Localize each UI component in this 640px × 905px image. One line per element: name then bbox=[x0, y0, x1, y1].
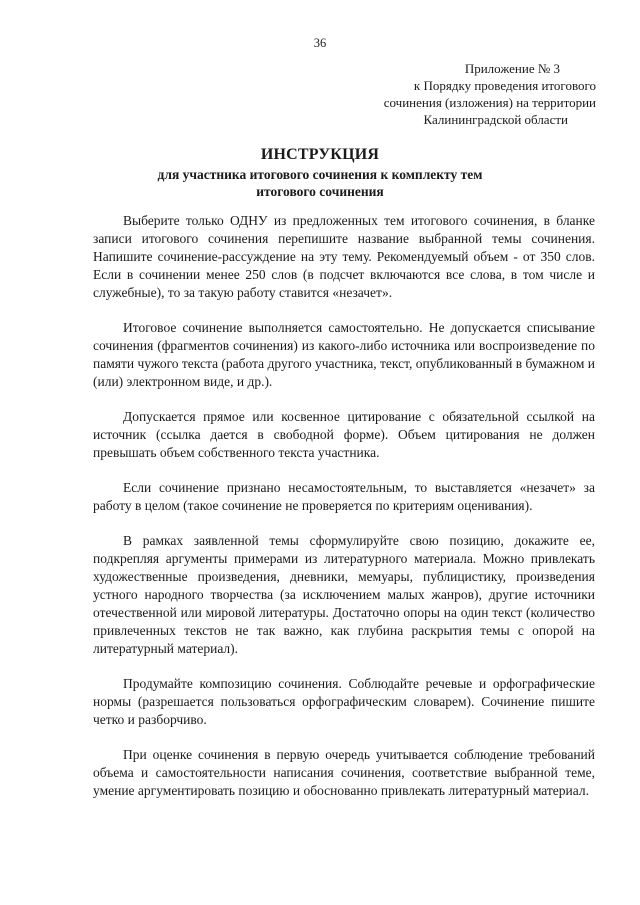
page-number: 36 bbox=[313, 36, 327, 50]
paragraph: Допускается прямое или косвенное цитирование с обязательной ссылкой на источник (ссылка дается в свободной форме). Объем цитирования не должен превышать объем собственного текста участника. bbox=[93, 409, 595, 460]
subtitle-line: итогового сочинения bbox=[256, 184, 384, 199]
paragraph: В рамках заявленной темы сформулируйте свою позицию, докажите ее, подкрепляя аргументы примерами из литературного материала. Можно привлекать художественные произведения, дневники, мемуары, публицистику, произведения устного народного творчества (за исключением малых жанров), другие источники отечественной или мировой литературы. Достаточно опоры на один текст (количество привлеченных текстов не так важно, как глубина раскрытия темы с опорой на литературный материал). bbox=[93, 533, 595, 656]
instruction-body bbox=[93, 212, 595, 817]
subtitle-line: для участника итогового сочинения к комплекту тем bbox=[157, 167, 483, 182]
appendix-line: Калининградской области bbox=[423, 112, 568, 127]
appendix-line: сочинения (изложения) на территории bbox=[383, 95, 596, 110]
appendix-line: к Порядку проведения итогового bbox=[413, 78, 596, 93]
document-title: ИНСТРУКЦИЯ bbox=[260, 146, 380, 163]
paragraph: Если сочинение признано несамостоятельным, то выставляется «незачет» за работу в целом (такое сочинение не проверяется по критериям оценивания). bbox=[93, 480, 595, 513]
paragraph: При оценке сочинения в первую очередь учитывается соблюдение требований объема и самостоятельности написания сочинения, соответствие выбранной теме, умение аргументировать позицию и обоснованно привлекать литературный материал. bbox=[93, 747, 595, 798]
document-subtitle bbox=[120, 166, 520, 200]
paragraph: Выберите только ОДНУ из предложенных тем итогового сочинения, в бланке записи итогового сочинения перепишите название выбранной темы сочинения. Напишите сочинение-рассуждение на эту тему. Рекомендуемый объем - от 350 слов. Если в сочинении менее 250 слов (в подсчет включаются все слова, в том числе и служебные), то за такую работу ставится «незачет». bbox=[93, 213, 595, 300]
appendix-note bbox=[366, 60, 596, 128]
appendix-title: Приложение № 3 bbox=[464, 61, 560, 76]
paragraph: Итоговое сочинение выполняется самостоятельно. Не допускается списывание сочинения (фрагментов сочинения) из какого-либо источника или воспроизведение по памяти чужого текста (работа другого участника, текст, опубликованный в бумажном и (или) электронном виде, и др.). bbox=[93, 320, 595, 389]
paragraph: Продумайте композицию сочинения. Соблюдайте речевые и орфографические нормы (разрешается пользоваться орфографическим словарем). Сочинение пишите четко и разборчиво. bbox=[93, 676, 595, 727]
